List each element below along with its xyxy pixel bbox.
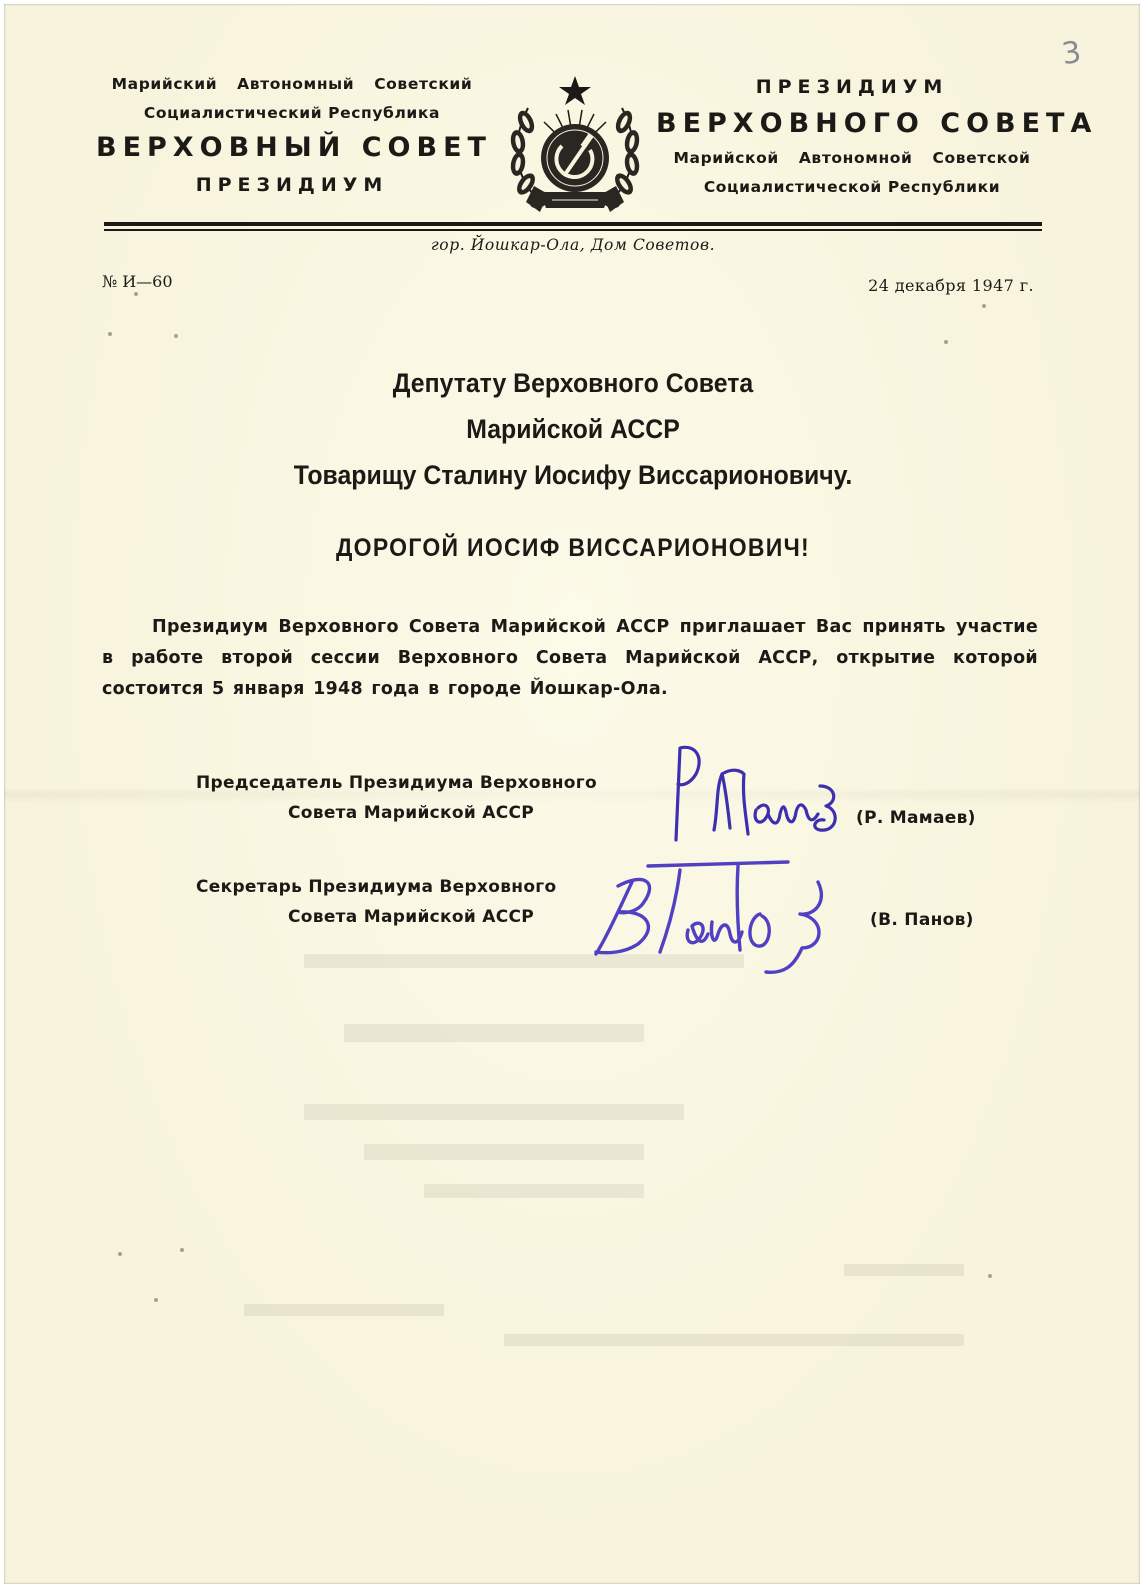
secretary-title-line1: Секретарь Президиума Верховного: [196, 877, 557, 897]
paper-speck: [982, 304, 986, 308]
letterhead-right-title: ПРЕЗИДИУМ: [755, 76, 949, 98]
secretary-name: (В. Панов): [870, 910, 974, 930]
letterhead-left: [96, 70, 492, 202]
paper-speck: [154, 1298, 158, 1302]
chairman-name: (Р. Мамаев): [856, 808, 976, 828]
letterhead-right-subtitle: ВЕРХОВНОГО СОВЕТА: [656, 108, 1098, 139]
addressee-line2: Марийской АССР: [466, 414, 680, 444]
letterhead-left-line2: Социалистический Республика: [143, 104, 441, 122]
paper-speck: [108, 332, 112, 336]
reverse-side-show-through: [244, 944, 1004, 1364]
chairman-title-line2: Совета Марийской АССР: [288, 803, 535, 823]
paper-speck: [134, 292, 138, 296]
letterhead-right-line3: Марийской Автономной Советской: [673, 149, 1031, 167]
letterhead-left-line1: Марийский Автономный Советский: [111, 75, 473, 93]
letterhead-rule-thin: [104, 229, 1042, 231]
archive-page-number: 3: [1059, 34, 1084, 73]
letterhead-left-subtitle: ПРЕЗИДИУМ: [195, 174, 389, 196]
letterhead-rule-thick: [104, 222, 1042, 226]
chairman-title-line1: Председатель Президиума Верховного: [196, 773, 597, 793]
secretary-signature: [588, 852, 858, 982]
paper-speck: [944, 340, 948, 344]
document-page: [4, 4, 1140, 1584]
chairman-signature: [660, 740, 850, 850]
salutation: ДОРОГОЙ ИОСИФ ВИССАРИОНОВИЧ!: [335, 534, 811, 562]
secretary-title-line2: Совета Марийской АССР: [288, 907, 535, 927]
addressee-line3: Товарищу Сталину Иосифу Виссарионовичу.: [293, 460, 853, 490]
paper-speck: [118, 1252, 122, 1256]
letterhead-left-title: ВЕРХОВНЫЙ СОВЕТ: [96, 132, 492, 163]
letterhead-right-line4: Социалистической Республики: [703, 178, 1001, 196]
body-paragraph: Президиум Верховного Совета Марийской АССР приглашает Вас принять участие в работе второй сессии Верховного Совета Марийской АССР, открытие которой состоится 5 января 1948 года в городе Йошкар-Ола.: [102, 617, 1038, 699]
document-number: № И—60: [102, 272, 173, 291]
letterhead-address: гор. Йошкар-Ола, Дом Советов.: [430, 236, 716, 254]
paper-speck: [988, 1274, 992, 1278]
addressee-block: [142, 360, 1005, 498]
state-emblem-icon: [504, 72, 646, 220]
letterhead-right: [656, 70, 1098, 202]
paper-speck: [180, 1248, 184, 1252]
addressee-line1: Депутату Верховного Совета: [392, 368, 754, 398]
document-date: 24 декабря 1947 г.: [868, 276, 1034, 295]
paper-speck: [174, 334, 178, 338]
